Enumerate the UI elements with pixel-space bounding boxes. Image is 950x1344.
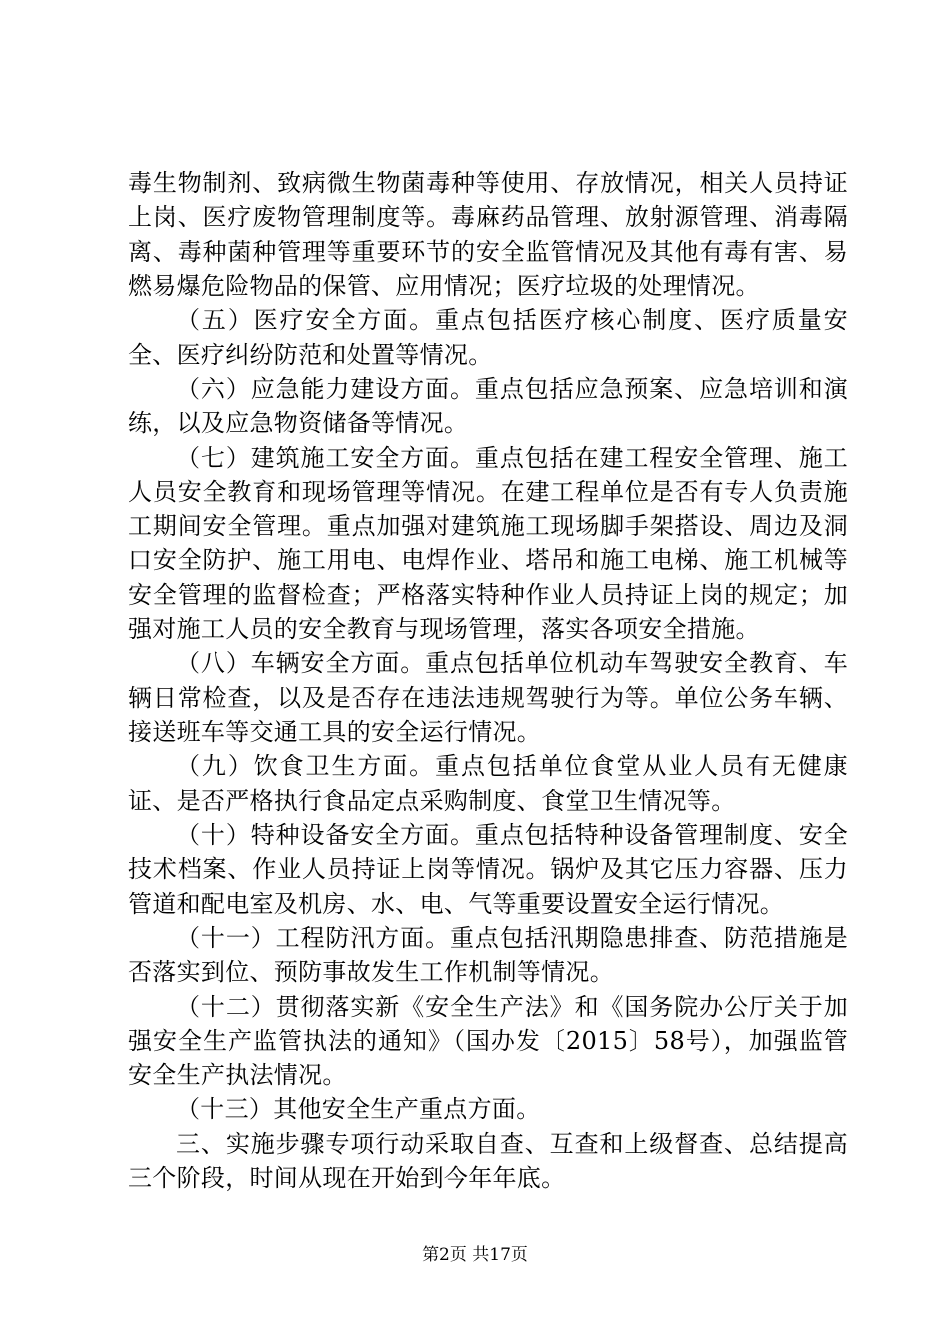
paragraph: （九）饮食卫生方面。重点包括单位食堂从业人员有无健康证、是否严格执行食品定点采购制度、食堂卫生情况等。 [128, 752, 848, 815]
page-footer [0, 1244, 950, 1266]
document-body [128, 166, 848, 1195]
paragraph: （七）建筑施工安全方面。重点包括在建工程安全管理、施工人员安全教育和现场管理等情况。在建工程单位是否有专人负责施工期间安全管理。重点加强对建筑施工现场脚手架搭设、周边及洞口安全防护、施工用电、电焊作业、塔吊和施工电梯、施工机械等安全管理的监督检查；严格落实特种作业人员持证上岗的规定；加强对施工人员的安全教育与现场管理，落实各项安全措施。 [128, 443, 848, 644]
paragraph: （八）车辆安全方面。重点包括单位机动车驾驶安全教育、车辆日常检查，以及是否存在违法违规驾驶行为等。单位公务车辆、接送班车等交通工具的安全运行情况。 [128, 649, 848, 746]
paragraph: 三、实施步骤专项行动采取自查、互查和上级督查、总结提高三个阶段，时间从现在开始到今年年底。 [128, 1129, 848, 1193]
paragraph: （六）应急能力建设方面。重点包括应急预案、应急培训和演练，以及应急物资储备等情况。 [128, 374, 848, 438]
paragraph: 毒生物制剂、致病微生物菌毒种等使用、存放情况，相关人员持证上岗、医疗废物管理制度等。毒麻药品管理、放射源管理、消毒隔离、毒种菌种管理等重要环节的安全监管情况及其他有毒有害、易燃易爆危险物品的保管、应用情况；医疗垃圾的处理情况。 [128, 169, 848, 300]
page-number-label: 第2页 共17页 [422, 1245, 528, 1265]
paragraph: （五）医疗安全方面。重点包括医疗核心制度、医疗质量安全、医疗纠纷防范和处置等情况。 [128, 306, 848, 369]
paragraph: （十二）贯彻落实新《安全生产法》和《国务院办公厅关于加强安全生产监管执法的通知》（国办发〔2015〕58号），加强监管安全生产执法情况。 [128, 992, 848, 1090]
paragraph: （十三）其他安全生产重点方面。 [176, 1095, 541, 1124]
paragraph: （十一）工程防汛方面。重点包括汛期隐患排查、防范措施是否落实到位、预防事故发生工作机制等情况。 [128, 923, 848, 987]
paragraph: （十）特种设备安全方面。重点包括特种设备管理制度、安全技术档案、作业人员持证上岗等情况。锅炉及其它压力容器、压力管道和配电室及机房、水、电、气等重要设置安全运行情况。 [128, 820, 848, 918]
